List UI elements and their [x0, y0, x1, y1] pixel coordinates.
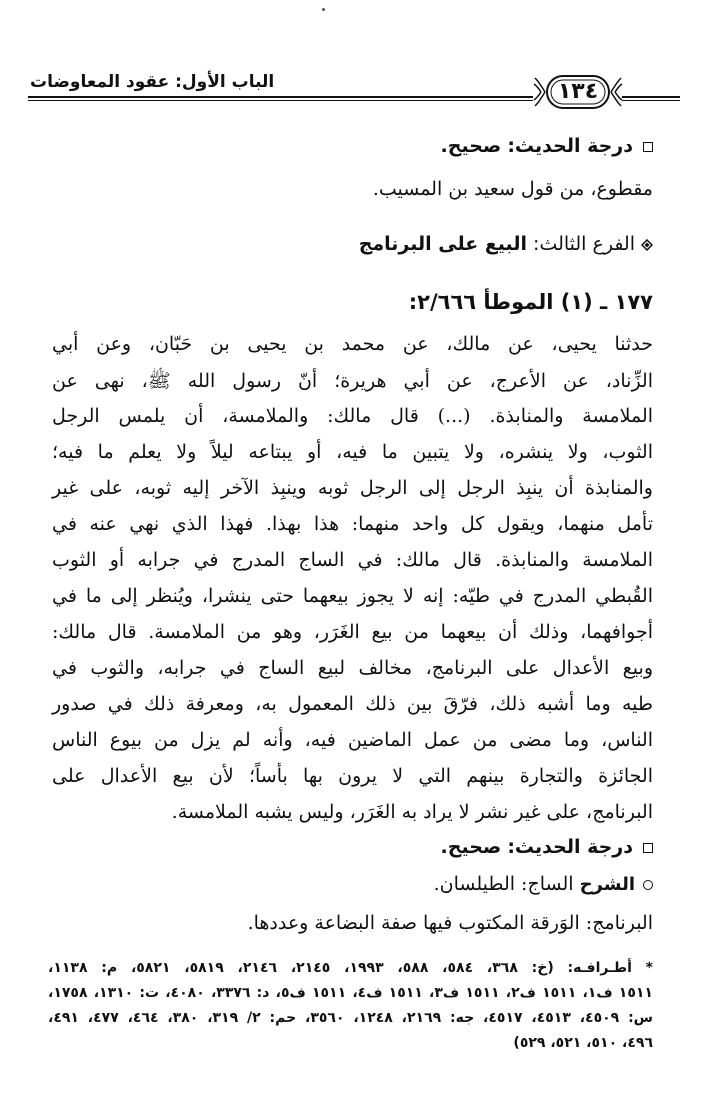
square-bullet-icon: [643, 843, 653, 853]
header-rule-right: [622, 96, 680, 98]
hadith-line: والمنابذة أن ينبِذ الرجل إلى الرجل ثوبه وينبِذ الآخر إليه ثوبه، على غير: [52, 477, 653, 499]
hadith-line: الملامسة والمنابذة. (...) قال مالك: والملامسة، أن يلمس الرجل: [52, 405, 653, 427]
footnote-line: ٤٩٦، ٥١٠، ٥٢١، ٥٢٩): [513, 1035, 653, 1051]
hadith-line: الثوب، ولا ينشره، ولا يتبين ما فيه، أو يبتاعه ليلاً ولا يعلم ما فيه؛: [52, 441, 653, 463]
footnote-line: ١٥١١ ف١، ١٥١١ ف٢، ١٥١١ ف٣، ١٥١١ ف٤، ١٥١١ ف٥، د: ٣٣٧٦، ٤٠٨٠، ت: ١٣١٠، ١٧٥٨،: [48, 985, 653, 1001]
section-title: البيع على البرنامج: [358, 233, 527, 255]
hadith-line: أجوافهما، وذلك أن بيعهما من بيع الغَرَر، وهو من الملامسة. قال مالك:: [52, 621, 653, 643]
hadith-line: وبيع الأعدال على البرنامج، مخالف لبيع الساج في جرابه، والثوب في: [52, 657, 653, 679]
grade-value: صحيح.: [440, 135, 502, 157]
footnote-line: س: ٤٥٠٩، ٤٥١٣، ٤٥١٧، جه: ٢١٦٩، ١٢٤٨، ٣٥٦٠، حم: ٢/ ٣١٩، ٣٨٠، ٤٦٤، ٤٧٧، ٤٩١،: [48, 1010, 653, 1026]
note-line: مقطوع، من قول سعيد بن المسيب.: [372, 178, 653, 200]
circle-bullet-icon: [643, 880, 653, 890]
header-rule: [28, 96, 533, 98]
hadith-line: حدثنا يحيى، عن مالك، عن محمد بن يحيى بن حَبّان، وعن أبي: [52, 333, 653, 355]
grade-label: درجة الحديث:: [507, 135, 633, 157]
grade-value: صحيح.: [440, 836, 502, 858]
hadith-line: القُبطي المدرج في طيّه: إنه لا يجوز بيعهما حتى ينشرا، ويُنظر إلى ما في: [52, 585, 653, 607]
section-prefix: الفرع الثالث:: [533, 233, 635, 255]
page-number-badge: [533, 72, 623, 112]
section-heading: [359, 233, 653, 255]
hadith-line: البرنامج، على غير نشر لا يراد به الغَرَر، وليس يشبه الملامسة.: [171, 801, 653, 823]
explanation-line-2: البرنامج: الوَرقة المكتوب فيها صفة البضاعة وعددها.: [247, 912, 653, 934]
hadith-grade-line: [441, 836, 653, 858]
page-number: ١٣٤: [557, 79, 599, 104]
chapter-title: الباب الأول: عقود المعاوضات: [30, 72, 275, 92]
header-rule-right-thin: [622, 100, 680, 101]
explanation-text: الساج: الطيلسان.: [433, 873, 574, 895]
square-bullet-icon: [643, 142, 653, 152]
hadith-line: تأمل منهما، ويقول كل واحد منهما: هذا بهذا. فهذا الذي نهي عنه في: [52, 513, 653, 535]
grade-label: درجة الحديث:: [507, 836, 633, 858]
hadith-line: الملامسة والمنابذة. قال مالك: في الساج المدرج في جرابه أو الثوب: [52, 549, 653, 571]
explanation-label: الشرح: [579, 874, 635, 895]
hadith-line: الناس، وما مضى من عمل الماضين فيه، وأنه لم يزل من بيوع الناس: [52, 729, 653, 751]
footnote-line: * أطـرافـه: (خ: ٣٦٨، ٥٨٤، ٥٨٨، ١٩٩٣، ٢١٤٥، ٢١٤٦، ٥٨١٩، ٥٨٢١، م: ١١٣٨،: [48, 960, 653, 976]
hadith-heading: ١٧٧ ـ (١) الموطأ ٢/٦٦٦:: [408, 290, 653, 314]
section-marker-icon: [641, 239, 653, 251]
hadith-grade-line: [441, 135, 653, 157]
scan-speck: [322, 8, 325, 11]
hadith-line: الزِّناد، عن الأعرج، عن أبي هريرة؛ أنّ رسول الله ﷺ، نهى عن: [52, 370, 653, 392]
hadith-line: طيه وما أشبه ذلك، فرّقَ بين ذلك المعمول به، ومعرفة ذلك في صدور: [52, 693, 653, 715]
explanation-line: [434, 873, 653, 895]
hadith-line: الجائزة والتجارة بينهم التي لا يرون بها بأساً؛ لأن بيع الأعدال على: [52, 765, 653, 787]
header-rule-thin: [28, 100, 533, 101]
